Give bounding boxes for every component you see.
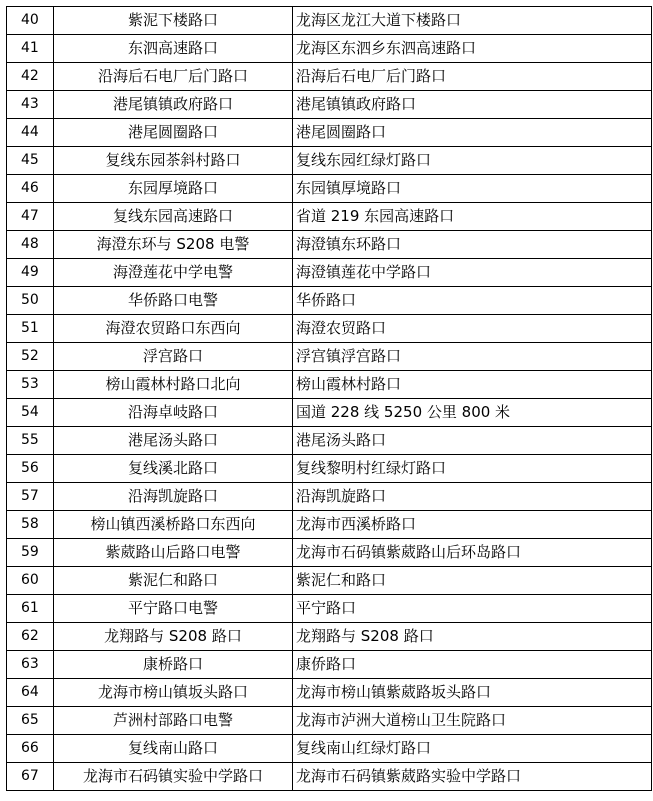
intersection-name: 华侨路口电警 bbox=[54, 287, 293, 315]
intersection-name: 海澄农贸路口东西向 bbox=[54, 315, 293, 343]
table-row bbox=[7, 763, 652, 791]
intersection-location: 港尾汤头路口 bbox=[293, 427, 652, 455]
row-number: 45 bbox=[7, 147, 54, 175]
intersection-location: 海澄农贸路口 bbox=[293, 315, 652, 343]
table-row bbox=[7, 147, 652, 175]
row-number: 63 bbox=[7, 651, 54, 679]
table-row bbox=[7, 119, 652, 147]
intersection-name: 龙海市石码镇实验中学路口 bbox=[54, 763, 293, 791]
table-row bbox=[7, 315, 652, 343]
row-number: 59 bbox=[7, 539, 54, 567]
row-number: 62 bbox=[7, 623, 54, 651]
intersection-location: 沿海凯旋路口 bbox=[293, 483, 652, 511]
intersection-location: 东园镇厚境路口 bbox=[293, 175, 652, 203]
intersection-name: 紫泥下楼路口 bbox=[54, 7, 293, 35]
intersection-name: 康桥路口 bbox=[54, 651, 293, 679]
intersection-name: 沿海后石电厂后门路口 bbox=[54, 63, 293, 91]
row-number: 56 bbox=[7, 455, 54, 483]
table-row bbox=[7, 63, 652, 91]
row-number: 47 bbox=[7, 203, 54, 231]
intersection-location: 沿海后石电厂后门路口 bbox=[293, 63, 652, 91]
intersection-name: 龙翔路与 S208 路口 bbox=[54, 623, 293, 651]
table-row bbox=[7, 735, 652, 763]
intersection-location: 龙海区东泗乡东泗高速路口 bbox=[293, 35, 652, 63]
intersection-name: 复线东园茶斜村路口 bbox=[54, 147, 293, 175]
row-number: 65 bbox=[7, 707, 54, 735]
intersection-name: 东泗高速路口 bbox=[54, 35, 293, 63]
intersection-location: 复线东园红绿灯路口 bbox=[293, 147, 652, 175]
intersection-name: 芦洲村部路口电警 bbox=[54, 707, 293, 735]
intersection-location: 复线南山红绿灯路口 bbox=[293, 735, 652, 763]
table-row bbox=[7, 707, 652, 735]
row-number: 42 bbox=[7, 63, 54, 91]
intersection-name: 紫泥仁和路口 bbox=[54, 567, 293, 595]
table-row bbox=[7, 287, 652, 315]
intersection-name: 沿海凯旋路口 bbox=[54, 483, 293, 511]
table-row bbox=[7, 343, 652, 371]
intersection-location: 龙海市榜山镇紫葳路坂头路口 bbox=[293, 679, 652, 707]
intersection-location: 龙海市泸洲大道榜山卫生院路口 bbox=[293, 707, 652, 735]
intersection-name: 港尾圆圈路口 bbox=[54, 119, 293, 147]
row-number: 40 bbox=[7, 7, 54, 35]
row-number: 51 bbox=[7, 315, 54, 343]
table-row bbox=[7, 483, 652, 511]
intersection-location: 紫泥仁和路口 bbox=[293, 567, 652, 595]
table-row bbox=[7, 399, 652, 427]
row-number: 60 bbox=[7, 567, 54, 595]
row-number: 50 bbox=[7, 287, 54, 315]
intersection-location: 华侨路口 bbox=[293, 287, 652, 315]
row-number: 49 bbox=[7, 259, 54, 287]
table-row bbox=[7, 679, 652, 707]
intersection-location: 榜山霞林村路口 bbox=[293, 371, 652, 399]
intersection-name: 沿海卓岐路口 bbox=[54, 399, 293, 427]
intersection-name: 复线南山路口 bbox=[54, 735, 293, 763]
row-number: 64 bbox=[7, 679, 54, 707]
intersection-name: 东园厚境路口 bbox=[54, 175, 293, 203]
intersection-name: 龙海市榜山镇坂头路口 bbox=[54, 679, 293, 707]
intersection-table bbox=[6, 6, 652, 791]
intersection-location: 浮宫镇浮宫路口 bbox=[293, 343, 652, 371]
intersection-location: 龙海市石码镇紫葳路山后环岛路口 bbox=[293, 539, 652, 567]
intersection-name: 平宁路口电警 bbox=[54, 595, 293, 623]
intersection-location: 平宁路口 bbox=[293, 595, 652, 623]
intersection-location: 康侨路口 bbox=[293, 651, 652, 679]
row-number: 43 bbox=[7, 91, 54, 119]
intersection-name: 浮宫路口 bbox=[54, 343, 293, 371]
row-number: 67 bbox=[7, 763, 54, 791]
row-number: 57 bbox=[7, 483, 54, 511]
table-row bbox=[7, 511, 652, 539]
table-row bbox=[7, 231, 652, 259]
row-number: 48 bbox=[7, 231, 54, 259]
row-number: 54 bbox=[7, 399, 54, 427]
table-row bbox=[7, 651, 652, 679]
intersection-location: 龙翔路与 S208 路口 bbox=[293, 623, 652, 651]
intersection-location: 省道 219 东园高速路口 bbox=[293, 203, 652, 231]
row-number: 66 bbox=[7, 735, 54, 763]
intersection-name: 海澄莲花中学电警 bbox=[54, 259, 293, 287]
intersection-name: 榜山霞林村路口北向 bbox=[54, 371, 293, 399]
table-row bbox=[7, 371, 652, 399]
intersection-name: 港尾镇镇政府路口 bbox=[54, 91, 293, 119]
intersection-name: 榜山镇西溪桥路口东西向 bbox=[54, 511, 293, 539]
table-row bbox=[7, 259, 652, 287]
table-row bbox=[7, 7, 652, 35]
table-row bbox=[7, 623, 652, 651]
table-row bbox=[7, 455, 652, 483]
intersection-location: 国道 228 线 5250 公里 800 米 bbox=[293, 399, 652, 427]
row-number: 44 bbox=[7, 119, 54, 147]
row-number: 46 bbox=[7, 175, 54, 203]
table-row bbox=[7, 539, 652, 567]
row-number: 55 bbox=[7, 427, 54, 455]
table-row bbox=[7, 427, 652, 455]
table-body bbox=[7, 7, 652, 791]
intersection-name: 海澄东环与 S208 电警 bbox=[54, 231, 293, 259]
intersection-name: 复线溪北路口 bbox=[54, 455, 293, 483]
row-number: 41 bbox=[7, 35, 54, 63]
row-number: 53 bbox=[7, 371, 54, 399]
intersection-location: 港尾镇镇政府路口 bbox=[293, 91, 652, 119]
row-number: 61 bbox=[7, 595, 54, 623]
table-row bbox=[7, 567, 652, 595]
intersection-location: 复线黎明村红绿灯路口 bbox=[293, 455, 652, 483]
intersection-location: 龙海区龙江大道下楼路口 bbox=[293, 7, 652, 35]
intersection-location: 海澄镇莲花中学路口 bbox=[293, 259, 652, 287]
intersection-name: 紫葳路山后路口电警 bbox=[54, 539, 293, 567]
table-row bbox=[7, 35, 652, 63]
intersection-name: 复线东园高速路口 bbox=[54, 203, 293, 231]
table-row bbox=[7, 203, 652, 231]
table-row bbox=[7, 175, 652, 203]
intersection-name: 港尾汤头路口 bbox=[54, 427, 293, 455]
intersection-location: 龙海市西溪桥路口 bbox=[293, 511, 652, 539]
row-number: 52 bbox=[7, 343, 54, 371]
row-number: 58 bbox=[7, 511, 54, 539]
intersection-location: 港尾圆圈路口 bbox=[293, 119, 652, 147]
table-row bbox=[7, 595, 652, 623]
table-row bbox=[7, 91, 652, 119]
intersection-location: 龙海市石码镇紫葳路实验中学路口 bbox=[293, 763, 652, 791]
intersection-location: 海澄镇东环路口 bbox=[293, 231, 652, 259]
